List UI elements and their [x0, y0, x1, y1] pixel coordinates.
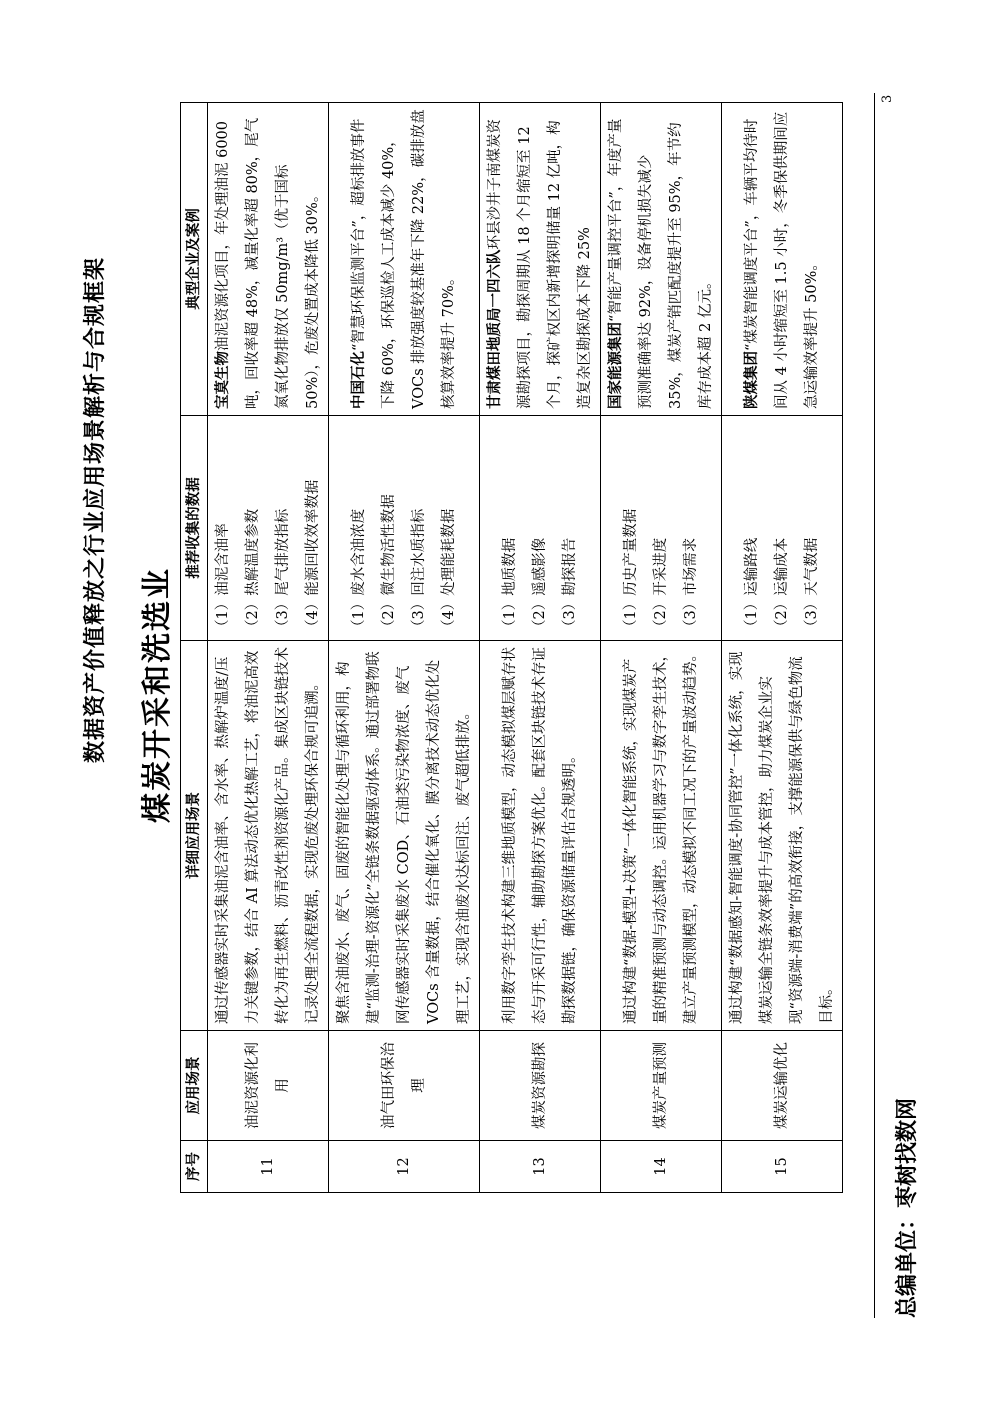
data-item: （1）运输路线 [744, 537, 760, 634]
data-item: （4）处理能耗数据 [441, 508, 457, 634]
table-row [329, 103, 480, 1193]
data-item: （3）市场需求 [683, 537, 699, 634]
row-number: 13 [480, 1141, 601, 1193]
data-item: （3）勘探报告 [562, 537, 578, 634]
footer-label: 总编单位：枣树找数网 [894, 1097, 920, 1318]
scene-detail: 利用数字孪生技术构建三维地质模型，动态模拟煤层赋存状态与开采可行性，辅助勘探方案优化。配套区块链技术存证勘探数据链，确保资源储量评估合规透明。 [480, 641, 601, 1031]
data-item: （1）油泥含油率 [215, 523, 231, 634]
table-header-row [181, 103, 208, 1193]
case-cell [208, 103, 329, 416]
data-item: （2）热解温度参数 [245, 508, 261, 634]
data-item: （1）历史产量数据 [623, 508, 639, 634]
section-title: 煤炭开采和洗选业 [140, 567, 175, 823]
col-header-detail: 详细应用场景 [181, 641, 208, 1031]
scene-detail: 通过构建“数据感知-智能调度-协同管控”一体化系统，实现煤炭运输全链条效率提升与成本管控，助力煤炭企业实现“资源端-消费端”的高效衔接，支撑能源保供与绿色物流目标。 [722, 641, 843, 1031]
case-company: 陕煤集团 [743, 351, 760, 409]
scene-detail: 通过传感器实时采集油泥含油率、含水率、热解炉温度/压力关键参数，结合 AI 算法动态优化热解工艺，将油泥高效转化为再生燃料、沥青改性剂资源化产品。集成区块链技术记录处理全流程数据，实现危废处理环保合规可追溯。 [208, 641, 329, 1031]
case-cell [329, 103, 480, 416]
scenario-table [180, 102, 843, 1193]
data-item: （1）地质数据 [502, 537, 518, 634]
col-header-no: 序号 [181, 1141, 208, 1193]
data-list-cell [208, 416, 329, 641]
scene-name: 油泥资源化利用 [208, 1031, 329, 1141]
table-row [722, 103, 843, 1193]
row-number: 14 [601, 1141, 722, 1193]
case-company: 甘肃煤田地质局一四六队 [486, 249, 503, 409]
table-row [601, 103, 722, 1193]
data-item: （2）开采进度 [653, 537, 669, 634]
data-item: （2）运输成本 [774, 537, 790, 634]
data-item: （1）废水含油浓度 [351, 508, 367, 634]
case-text: 油泥资源化项目，年处理油泥 6000 吨，回收率超 48%，减量化率超 80%，尾气氮氧化物排放仅 50mg/m³（优于国标 50%），危废处置成本降低 30%。 [215, 117, 321, 409]
page-number: 3 [880, 94, 895, 103]
scene-detail: 通过构建“数据-模型+决策”一体化智能系统，实现煤炭产量的精准预测与动态调控。运用机器学习与数字孪生技术，建立产量预测模型，动态模拟不同工况下的产量波动趋势。 [601, 641, 722, 1031]
table-row [480, 103, 601, 1193]
case-company: 国家能源集团 [607, 322, 624, 409]
scene-name: 煤炭产量预测 [601, 1031, 722, 1141]
row-number: 15 [722, 1141, 843, 1193]
row-number: 12 [329, 1141, 480, 1193]
scene-name: 煤炭资源勘探 [480, 1031, 601, 1141]
data-list-cell [601, 416, 722, 641]
data-item: （2）遥感影像 [532, 537, 548, 634]
case-company: 中国石化 [350, 351, 367, 409]
case-cell [480, 103, 601, 416]
table-row [208, 103, 329, 1193]
data-list-cell [329, 416, 480, 641]
data-item: （3）尾气排放指标 [275, 508, 291, 634]
row-number: 11 [208, 1141, 329, 1193]
scene-name: 油气田环保治理 [329, 1031, 480, 1141]
footer-divider [874, 93, 875, 1318]
data-item: （2）微生物活性数据 [381, 494, 397, 634]
data-item: （3）回注水质指标 [411, 508, 427, 634]
case-cell [601, 103, 722, 416]
data-item: （3）天气数据 [804, 537, 820, 634]
data-list-cell [480, 416, 601, 641]
col-header-scene: 应用场景 [181, 1031, 208, 1141]
case-cell [722, 103, 843, 416]
case-text: 环县沙井子南煤炭资源勘探项目，勘探周期从 18 个月缩短至 12 个月，探矿权区内新增探明储量 12 亿吨，构造复杂区勘探成本下降 25% [487, 119, 593, 409]
case-text: “智能产量调控平台”，年度产量预测准确率达 92%，设备停机损失减少 35%，煤炭产销匹配度提升至 95%，年节约库存成本超 2 亿元。 [608, 118, 714, 409]
data-item: （4）能源回收效率数据 [305, 479, 321, 634]
data-list-cell [722, 416, 843, 641]
case-text: “煤炭智能调度平台”，车辆平均待时间从 4 小时缩短至 1.5 小时，冬季保供期间应急运输效率提升 50%。 [744, 111, 820, 409]
case-text: “智慧环保监测平台”，超标排放事件下降 60%，环保巡检人工成本减少 40%，VOCs 排放强度较基准年下降 22%，碳排放盘核算效率提升 70%。 [351, 109, 457, 409]
scene-detail: 聚焦含油废水、废气、固废的智能化处理与循环利用，构建“监测-治理-资源化”全链条数据驱动体系。通过部署物联网传感器实时采集废水 COD、石油类污染物浓度、废气 VOCs 含量数据，结合催化氧化、膜分离技术动态优化处理工艺，实现含油废水达标回注、废气超低排放。 [329, 641, 480, 1031]
case-company: 宝莫生物 [214, 351, 231, 409]
col-header-data: 推荐收集的数据 [181, 416, 208, 641]
col-header-case: 典型企业及案例 [181, 103, 208, 416]
scene-name: 煤炭运输优化 [722, 1031, 843, 1141]
document-header-title: 数据资产价值释放之行业应用场景解析与合规框架 [82, 256, 108, 763]
